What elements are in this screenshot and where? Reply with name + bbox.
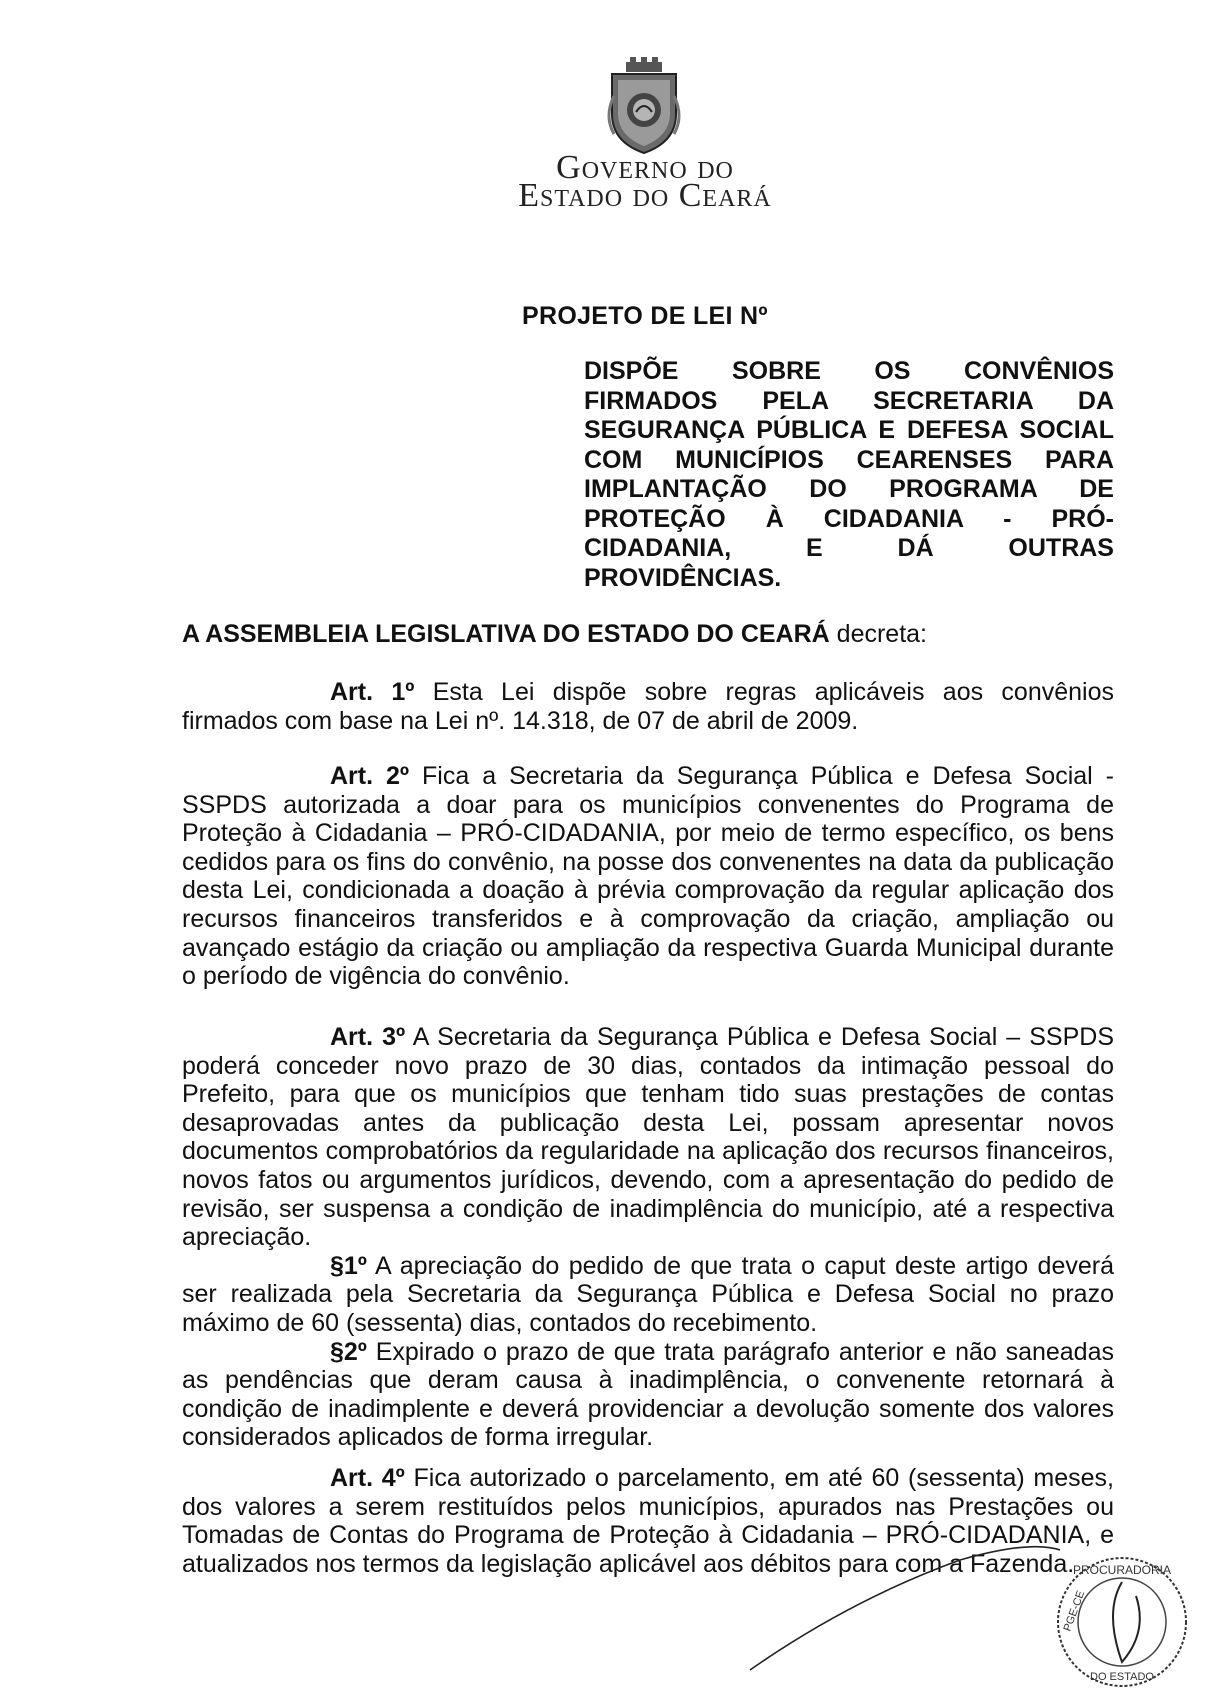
article-3-label: Art. 3º xyxy=(330,1023,406,1051)
svg-text:PGE-CE: PGE-CE xyxy=(1061,1589,1088,1634)
coat-of-arms-logo xyxy=(604,56,684,156)
enacting-clause-body: A ASSEMBLEIA LEGISLATIVA DO ESTADO DO CEARÁ xyxy=(182,620,830,648)
article-1-text: Esta Lei dispõe sobre regras aplicáveis aos convênios firmados com base na Lei nº. 14.318, de 07 de abril de 2009. xyxy=(182,678,1114,735)
government-header-line1: Governo do xyxy=(556,149,734,186)
official-stamp xyxy=(1052,1552,1192,1692)
article-3 xyxy=(182,1023,1114,1452)
article-1 xyxy=(182,678,1114,735)
government-header-line2: Estado do Ceará xyxy=(518,177,772,214)
article-3-paragraph-2-label: §2º xyxy=(330,1337,367,1366)
article-3-paragraph-2-text: Expirado o prazo de que trata parágrafo anterior e não saneadas as pendências que deram causa à inadimplência, o convenente retornará à condição de inadimplente e deverá providenciar a devolução somente dos valores considerados aplicados de forma irregular. xyxy=(182,1337,1114,1452)
article-2-text: Fica a Secretaria da Segurança Pública e Defesa Social - SSPDS autorizada a doar para os municípios convenentes do Programa de Proteção à Cidadania – PRÓ-CIDADANIA, por meio de termo específico, os bens cedidos para os fins do convênio, na posse dos convenentes na data da publicação desta Lei, condicionada a doação à prévia comprovação da regular aplicação dos recursos financeiros transferidos e à comprovação da criação, ampliação ou avançado estágio da criação ou ampliação da respectiva Guarda Municipal durante o período de vigência do convênio. xyxy=(182,762,1114,991)
article-4-text: Fica autorizado o parcelamento, em até 60 (sessenta) meses, dos valores a serem restituídos pelos municípios, apurados nas Prestações ou Tomadas de Contas do Programa de Proteção à Cidadania – PRÓ-CIDADANIA, e atualizados nos termos da legislação aplicável aos débitos para com a Fazenda. xyxy=(182,1464,1114,1578)
article-3-paragraph-1-label: §1º xyxy=(330,1251,367,1280)
article-3-text: A Secretaria da Segurança Pública e Defesa Social – SSPDS poderá conceder novo prazo de 30 dias, contados da intimação pessoal do Prefeito, para que os municípios que tenham tido suas prestações de contas desaprovadas antes da publicação desta Lei, possam apresentar novos documentos comprobatórios da regularidade na aplicação dos recursos financeiros, novos fatos ou argumentos jurídicos, devendo, com a apresentação do pedido de revisão, ser suspensa a condição de inadimplência do município, até a respectiva apreciação. xyxy=(182,1023,1114,1252)
article-2 xyxy=(182,762,1114,991)
bill-summary: DISPÕE SOBRE OS CONVÊNIOS FIRMADOS PELA SECRETARIA DA SEGURANÇA PÚBLICA E DEFESA SOCIAL COM MUNICÍPIOS CEARENSES PARA IMPLANTAÇÃO DO PROGRAMA DE PROTEÇÃO À CIDADANIA - PRÓ-CIDADANIA, E DÁ OUTRAS PROVIDÊNCIAS. xyxy=(584,357,1114,592)
enacting-clause xyxy=(182,620,927,649)
svg-text:DO ESTADO: DO ESTADO xyxy=(1090,1671,1154,1683)
svg-text:PROCURADORIA: PROCURADORIA xyxy=(1072,1563,1172,1577)
bill-title: PROJETO DE LEI Nº xyxy=(522,302,768,330)
article-1-label: Art. 1º xyxy=(330,678,415,706)
article-4-label: Art. 4º xyxy=(330,1464,405,1492)
article-2-label: Art. 2º xyxy=(330,762,410,790)
article-3-paragraph-1-text: A apreciação do pedido de que trata o caput deste artigo deverá ser realizada pela Secretaria da Segurança Pública e Defesa Social no prazo máximo de 60 (sessenta) dias, contados do recebimento. xyxy=(182,1251,1114,1337)
enacting-clause-verb: decreta: xyxy=(829,620,927,648)
